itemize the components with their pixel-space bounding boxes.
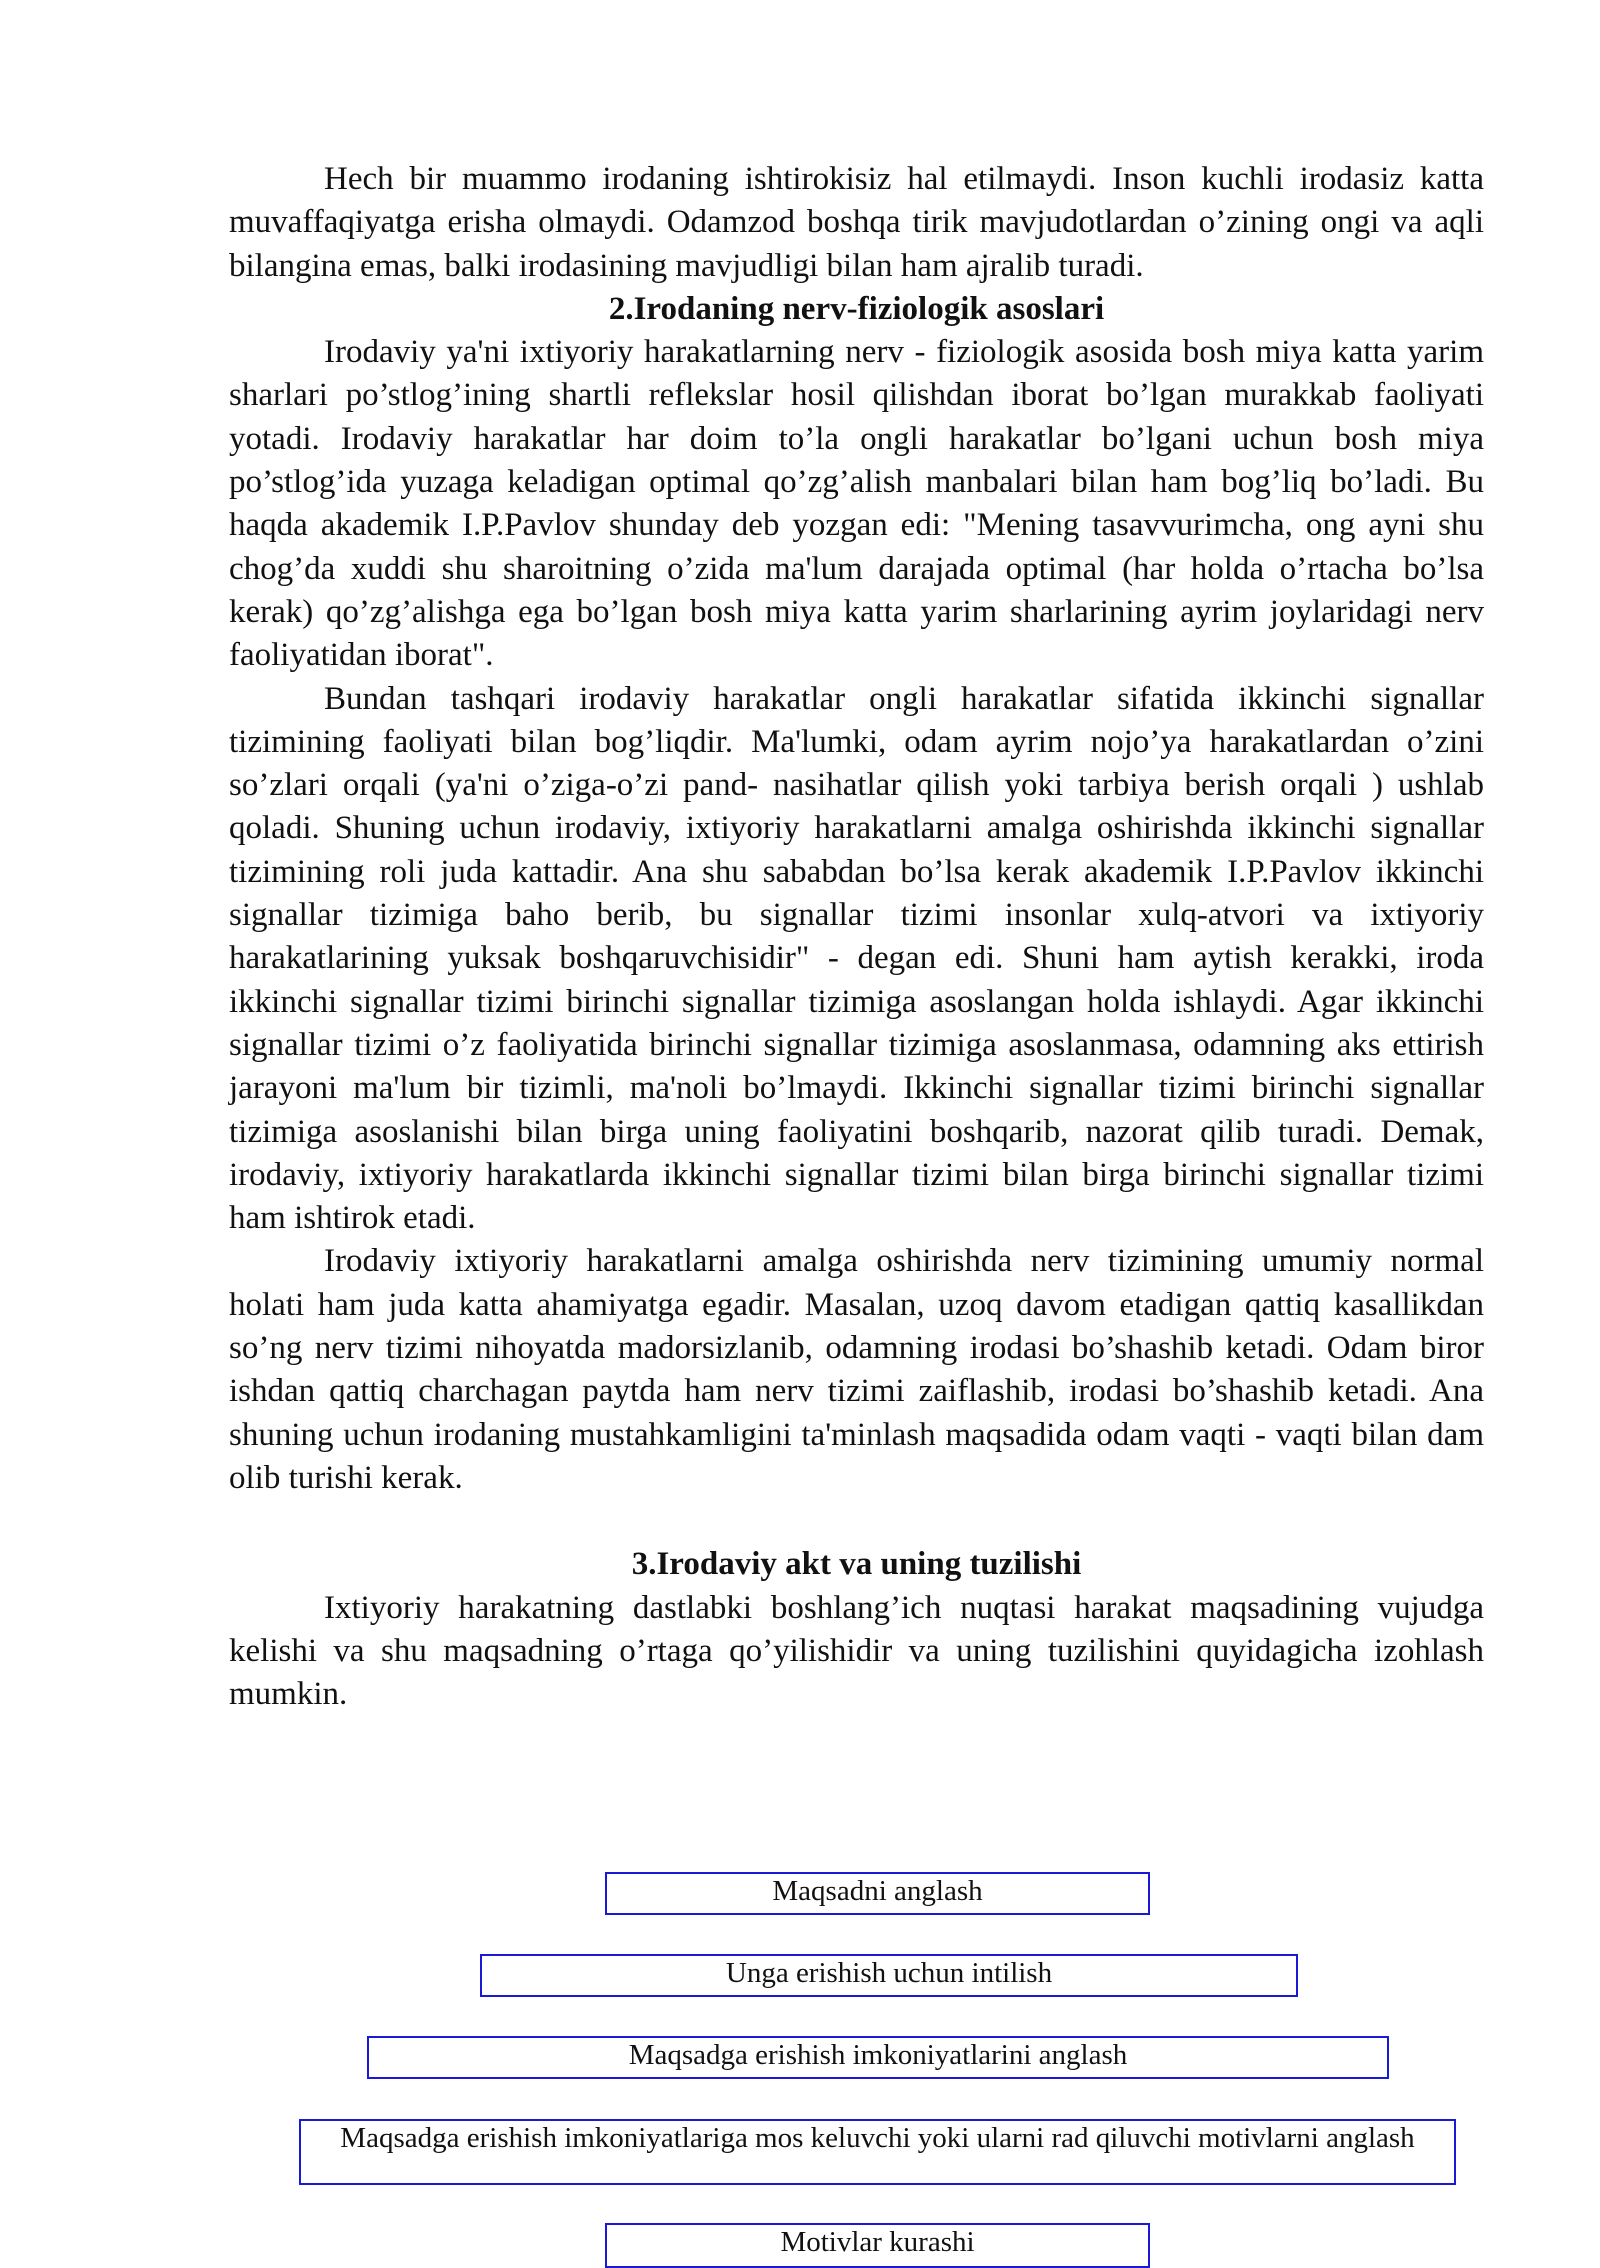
document-body <box>229 158 1484 1716</box>
diagram-step-struggle-of-motives: Motivlar kurashi <box>605 2223 1150 2268</box>
paragraph-nervous-system-state: Irodaviy ixtiyoriy harakatlarni amalga oshirishda nerv tizimining umumiy normal holati ham juda katta ahamiyatga egadir. Masalan, uzoq davom etadigan qattiq kasallikdan so’ng nerv tizimi nihoyatda madorsizlanib, odamning irodasi bo’shashib ketadi. Odam biror ishdan qattiq charchagan paytda ham nerv tizimi zaiflashib, irodasi bo’shashib ketadi. Ana shuning uchun irodaning mustahkamligini ta'minlash maqsadida odam vaqti - vaqti bilan dam olib turishi kerak. <box>229 1243 1484 1496</box>
paragraph-act-structure: Ixtiyoriy harakatning dastlabki boshlang’ich nuqtasi harakat maqsadining vujudga kelishi va shu maqsadning o’rtaga qo’yilishidir va uning tuzilishini quyidagicha izohlash mumkin. <box>229 1589 1484 1713</box>
diagram-step-awareness-of-motives: Maqsadga erishish imkoniyatlariga mos keluvchi yoki ularni rad qiluvchi motivlarni anglash <box>299 2119 1456 2185</box>
paragraph-second-signal-system: Bundan tashqari irodaviy harakatlar ongli harakatlar sifatida ikkinchi signallar tizimining faoliyati bilan bog’liqdir. Ma'lumki, odam ayrim nojo’ya harakatlardan o’zini so’zlari orqali (ya'ni o’ziga-o’zi pand- nasihatlar qilish yoki tarbiya berish orqali ) ushlab qoladi. Shuning uchun irodaviy, ixtiyoriy harakatlarni amalga oshirishda ikkinchi signallar tizimining roli juda kattadir. Ana shu sababdan bo’lsa kerak akademik I.P.Pavlov ikkinchi signallar tizimiga baho berib, bu signallar tizimi insonlar xulq-atvori va ixtiyoriy harakatlarining yuksak boshqaruvchisidir" - degan edi. Shuni ham aytish kerakki, iroda ikkinchi signallar tizimi birinchi signallar tizimiga asoslangan holda ishlaydi. Agar ikkinchi signallar tizimi o’z faoliyatida birinchi signallar tizimiga asoslanmasa, odamning aks ettirish jarayoni ma'lum bir tizimli, ma'noli bo’lmaydi. Ikkinchi signallar tizimi birinchi signallar tizimiga asoslanishi bilan birga uning faoliyatini boshqarib, nazorat qilib turadi. Demak, irodaviy, ixtiyoriy harakatlarda ikkinchi signallar tizimi bilan birga birinchi signallar tizimi ham ishtirok etadi. <box>229 680 1484 1237</box>
diagram-step-awareness-of-goal: Maqsadni anglash <box>605 1872 1150 1915</box>
diagram-step-striving-for-goal: Unga erishish uchun intilish <box>480 1954 1298 1997</box>
diagram-step-awareness-of-possibilities: Maqsadga erishish imkoniyatlarini anglash <box>367 2036 1389 2079</box>
section-heading-2: 2.Irodaning nerv-fiziologik asoslari <box>608 290 1105 327</box>
section-spacer <box>229 1500 1484 1543</box>
paragraph-intro: Hech bir muammo irodaning ishtirokisiz hal etilmaydi. Inson kuchli irodasiz katta muvaffaqiyatga erisha olmaydi. Odamzod boshqa tirik mavjudotlardan o’zining ongi va aqli bilangina emas, balki irodasining mavjudligi bilan ham ajralib turadi. <box>229 161 1484 284</box>
paragraph-nerv-physiology: Irodaviy ya'ni ixtiyoriy harakatlarning nerv - fiziologik asosida bosh miya katta yarim sharlari po’stlog’ining shartli reflekslar hosil qilishdan iborat bo’lgan murakkab faoliyati yotadi. Irodaviy harakatlar har doim to’la ongli harakatlar bo’lgani uchun bosh miya po’stlog’ida yuzaga keladigan optimal qo’zg’alish manbalari bilan ham bog’liq bo’ladi. Bu haqda akademik I.P.Pavlov shunday deb yozgan edi: "Mening tasavvurimcha, ong ayni shu chog’da xuddi shu sharoitning o’zida ma'lum darajada optimal (har holda o’rtacha bo’lsa kerak) qo’zg’alishga ega bo’lgan bosh miya katta yarim sharlarining ayrim joylaridagi nerv faoliyatidan iborat". <box>229 334 1484 674</box>
section-heading-3: 3.Irodaviy akt va uning tuzilishi <box>631 1546 1082 1583</box>
